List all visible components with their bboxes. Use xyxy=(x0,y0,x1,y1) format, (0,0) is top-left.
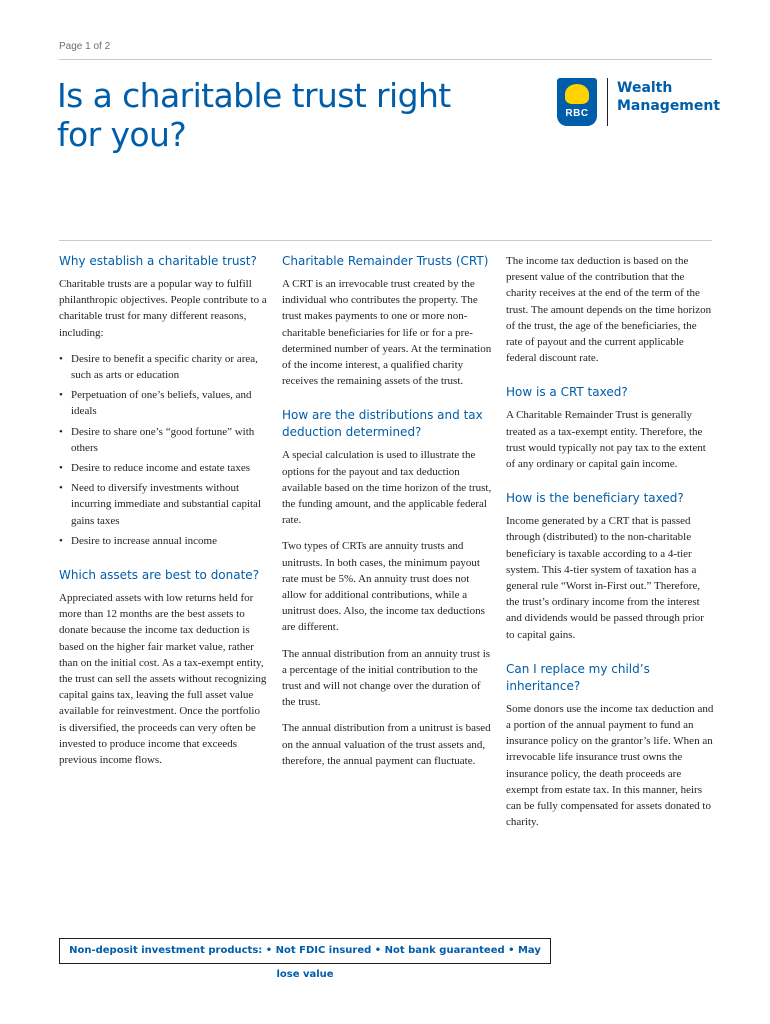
distributions-paragraph-1: A special calculation is used to illustrate the options for the payout and tax deduction available based on the time horizon of the trust, the funding amount, and the applicable federal rate. xyxy=(282,449,492,527)
why-heading: Why establish a charitable trust? xyxy=(59,254,257,268)
column-1 xyxy=(59,253,267,778)
list-item: • Desire to reduce income and estate taxes xyxy=(59,460,267,476)
rbc-shield-icon xyxy=(557,78,597,126)
list-item: • Perpetuation of one’s beliefs, values, and ideals xyxy=(59,387,267,419)
list-item: • Desire to increase annual income xyxy=(59,533,267,549)
logo-brand-text xyxy=(617,79,720,115)
assets-body: Appreciated assets with low returns held for more than 12 months are the best assets to donate because the income tax deduction is based on the higher fair market value, rather than on the initial cost. As a tax-exempt entity, the trust can sell the assets without recognizing capital gains tax, leaving the full asset value available for reinvestment. Once the portfolio is diversified, the proceeds can very often be invested to produce income that exceeds previous income flows. xyxy=(59,592,267,767)
list-item: • Desire to share one’s “good fortune” with others xyxy=(59,424,267,456)
beneficiary-taxed-body: Income generated by a CRT that is passed through (distributed) to the non-charitable beneficiary is taxable according to a 4-tier system. This 4-tier system of taxation has a general rule “Worst in-First out.” Therefore, the trust’s ordinary income from the interest and dividends would be passed through prior to capital gains. xyxy=(506,515,704,641)
top-divider xyxy=(59,59,712,60)
assets-heading: Which assets are best to donate? xyxy=(59,568,260,583)
distributions-paragraph-4: The annual distribution from a unitrust is based on the annual valuation of the trust assets and, therefore, the annual payment can fluctuate. xyxy=(282,722,491,767)
list-item: • Need to diversify investments without incurring immediate and substantial capital gains taxes xyxy=(59,480,267,529)
replace-inheritance-body: Some donors use the income tax deduction and a portion of the annual payment to fund an insurance policy on the grantor’s life. When an irrevocable life insurance trust owns the insurance policy, the death proceeds are exempt from estate tax. In this manner, heirs can be fully compensated for assets donated to charity. xyxy=(506,702,714,829)
distributions-paragraph-3: The annual distribution from an annuity trust is a percentage of the initial contribution to the trust and will not change over the duration of the trust. xyxy=(282,647,491,709)
list-item: • Desire to benefit a specific charity or area, such as arts or education xyxy=(59,351,267,383)
replace-inheritance-heading: Can I replace my child’s inheritance? xyxy=(506,661,650,693)
deduction-body: The income tax deduction is based on the present value of the contribution that the charity receives at the end of the term of the trust. The amount depends on the time horizon of the trust, the age of the beneficiaries, the rate of payout and the current applicable federal discount rate. xyxy=(506,255,712,365)
fdic-disclaimer: Non-deposit investment products: • Not FDIC insured • Not bank guaranteed • May lose value xyxy=(59,938,551,964)
column-3 xyxy=(506,253,714,840)
logo-abbr: RBC xyxy=(565,108,589,119)
brand-line-1: Wealth xyxy=(617,80,673,96)
crt-taxed-body: A Charitable Remainder Trust is generally treated as a tax-exempt entity. Therefore, the trust would typically not pay tax to the extent of any ordinary or capital gain income. xyxy=(506,409,706,471)
crt-body: A CRT is an irrevocable trust created by the individual who contributes the property. The trust makes payments to one or more non-charitable beneficiaries for life or for a pre-determined number of years. At the termination of the income interest, a qualified charity receives the remaining assets of the trust. xyxy=(282,278,492,388)
column-2 xyxy=(282,253,492,779)
crt-heading: Charitable Remainder Trusts (CRT) xyxy=(282,254,489,268)
reasons-list xyxy=(59,351,267,549)
lion-icon xyxy=(565,84,589,104)
distributions-paragraph-2: Two types of CRTs are annuity trusts and unitrusts. In both cases, the minimum payout rate must be 5%. An annuity trust does not allow for additional contributions, while a unitrust does. Also, the income tax deductions are different. xyxy=(282,540,485,634)
why-intro: Charitable trusts are a popular way to fulfill philanthropic objectives. People contribute to a charitable trust for many different reasons, including: xyxy=(59,278,267,339)
logo-divider xyxy=(607,78,608,126)
distributions-heading: How are the distributions and tax deduction determined? xyxy=(282,408,483,440)
rbc-wealth-management-logo xyxy=(557,78,721,130)
beneficiary-taxed-heading: How is the beneficiary taxed? xyxy=(506,491,684,506)
brand-line-2: Management xyxy=(617,98,721,114)
page-number: Page 1 of 2 xyxy=(59,41,111,52)
section-divider xyxy=(59,240,712,241)
crt-taxed-heading: How is a CRT taxed? xyxy=(506,385,628,400)
page-title: Is a charitable trust right for you? xyxy=(57,76,451,154)
